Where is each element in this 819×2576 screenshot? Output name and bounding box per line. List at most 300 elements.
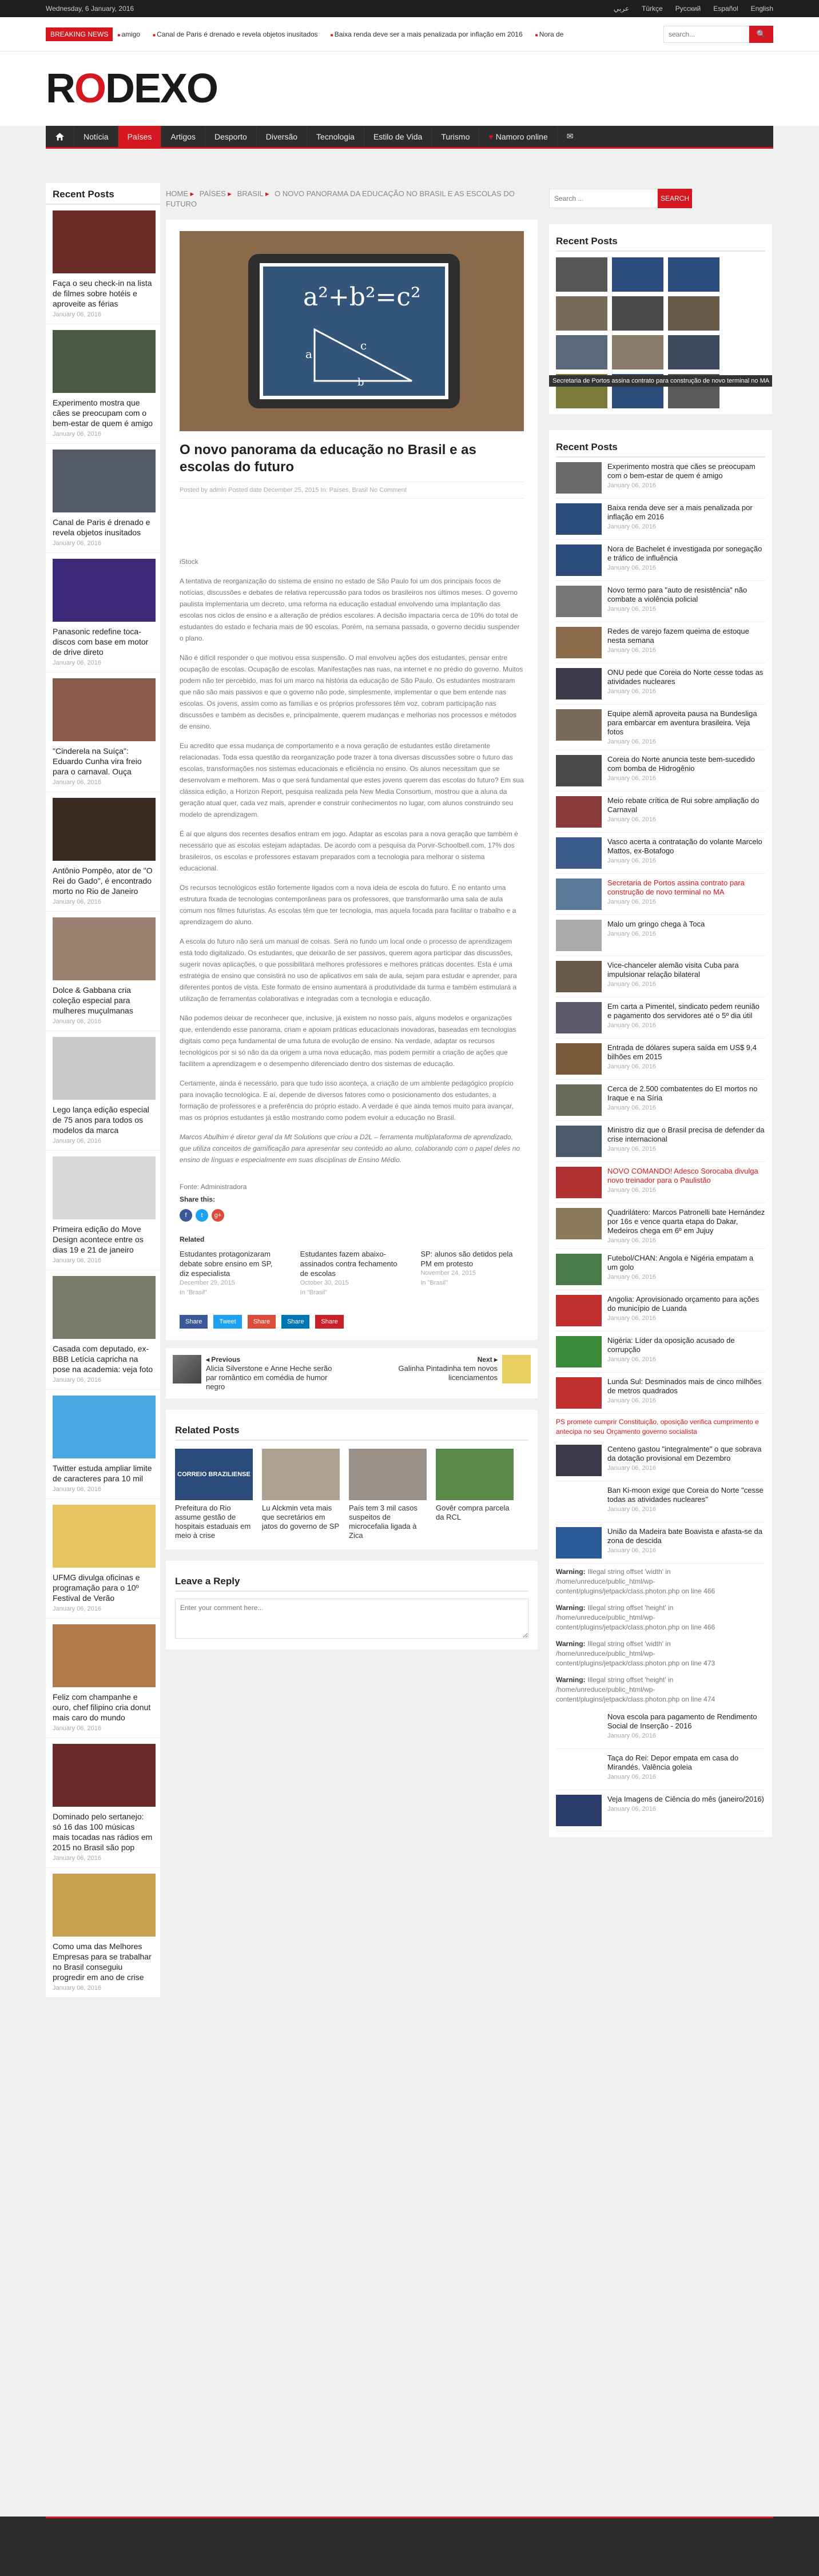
post-thumbnail <box>53 798 156 861</box>
recent-post[interactable] <box>556 540 765 581</box>
lang-tr[interactable]: Türkçe <box>642 5 663 13</box>
related-link-date: December 29, 2015 <box>180 1279 235 1286</box>
recent-thumbnail[interactable] <box>612 296 663 331</box>
recent-list-title: Recent Posts <box>556 436 765 458</box>
post-title: Vice-chanceler alemão visita Cuba para impulsionar relação bilateral <box>607 961 739 979</box>
post-date: January 06, 2016 <box>607 482 657 489</box>
left-recent-title: Recent Posts <box>46 183 160 205</box>
home-icon[interactable] <box>46 126 74 147</box>
recent-post[interactable] <box>556 581 765 622</box>
site-logo[interactable] <box>46 65 217 112</box>
post-date: January 06, 2016 <box>607 1063 657 1070</box>
share-count: Share <box>185 1318 202 1325</box>
share-google-button[interactable] <box>248 1315 276 1329</box>
nav-item-noticia[interactable]: Notícia <box>74 126 118 147</box>
warning-message: Illegal string offset 'height' in /home/unreduce/public_html/wp-content/plugins/jetpack/class.photon.php on line 466 <box>556 1604 715 1631</box>
recent-thumbnail[interactable] <box>668 257 719 292</box>
post-text <box>607 1295 765 1326</box>
recent-post[interactable] <box>556 499 765 540</box>
recent-post[interactable] <box>556 833 765 874</box>
google-plus-icon[interactable]: g+ <box>212 1209 224 1222</box>
post-date: January 06, 2016 <box>607 816 657 823</box>
nav-item-desporto[interactable]: Desporto <box>205 126 257 147</box>
post-title: Redes de varejo fazem queima de estoque nesta semana <box>607 627 749 645</box>
next-post-thumbnail <box>502 1355 531 1384</box>
recent-thumbnail[interactable] <box>612 335 663 369</box>
left-recent-list <box>46 205 160 1998</box>
post-text <box>607 1445 765 1476</box>
recent-post[interactable] <box>556 1080 765 1121</box>
share-bar <box>180 1315 524 1329</box>
post-date: January 06, 2016 <box>53 1138 102 1144</box>
share-twitter-button[interactable] <box>213 1315 241 1329</box>
nav-item-turismo[interactable]: Turismo <box>432 126 479 147</box>
post-date: January 06, 2016 <box>607 857 657 864</box>
post-text <box>607 1002 765 1033</box>
post-title: Entrada de dólares supera saída em US$ 9,4 bilhões em 2015 <box>607 1043 757 1061</box>
post-text <box>607 462 765 494</box>
ticker-items <box>113 30 652 38</box>
php-warning <box>556 1672 765 1708</box>
article-paragraph: É aí que alguns dos recentes desafios entram em jogo. Adaptar as escolas para a nova geração que também é necessário que as escolas estejam adaptadas. De acordo com a pesquisa da Porvir-Schoolbell.com, 17% dos brasileiros, os escolas e professores estavam preparados com a tecnologia para melhorar o sistema educacional. <box>180 830 518 872</box>
post-title: UFMG divulga oficinas e programação para o 10º Festival de Verão <box>53 1573 140 1603</box>
post-date: January 06, 2016 <box>53 1605 102 1612</box>
post-thumbnail <box>556 503 602 535</box>
post-thumbnail <box>53 1276 156 1339</box>
language-menu <box>614 5 773 13</box>
post-title: Cerca de 2.500 combatentes do EI mortos no Iraque e na Síria <box>607 1084 758 1102</box>
tablet-illustration <box>248 254 460 408</box>
left-recent-post[interactable] <box>46 1390 160 1499</box>
related-link-title: Estudantes protagonizaram debate sobre ensino em SP, diz especialista <box>180 1250 273 1278</box>
sidebar-search-button[interactable]: SEARCH <box>658 189 692 208</box>
post-title: Dolce & Gabbana cria coleção especial para mulheres muçulmanas <box>53 985 133 1015</box>
post-date: January 06, 2016 <box>607 1774 657 1780</box>
sidebar-search <box>549 189 772 208</box>
post-text <box>607 1486 765 1517</box>
recent-post[interactable] <box>556 1121 765 1162</box>
breadcrumb: HOME ▸ PAÍSES ▸ BRASIL ▸ O NOVO PANORAMA DA EDUCAÇÃO NO BRASIL E AS ESCOLAS DO FUTURO <box>166 189 515 208</box>
related-link-title: SP: alunos são detidos pela PM em protesto <box>420 1250 513 1268</box>
post-title: Faça o seu check-in na lista de filmes sobre hotéis e aproveite as férias <box>53 279 152 308</box>
recent-grid-box <box>549 224 772 414</box>
post-thumbnail <box>53 330 156 393</box>
previous-post-link[interactable] <box>173 1355 339 1392</box>
left-recent-post[interactable] <box>46 324 160 444</box>
post-title: Dominado pelo sertanejo: só 16 das 100 músicas mais tocadas nas rádios em 2015 no Brasil são pop <box>53 1812 153 1852</box>
warning-label: Warning: <box>556 1568 586 1576</box>
share-count: Share <box>321 1318 338 1325</box>
php-warnings <box>556 1564 765 1708</box>
post-title: Malo um gringo chega à Toca <box>607 920 705 928</box>
recent-thumbnail[interactable] <box>556 296 607 331</box>
heart-icon: ♥ <box>488 132 494 141</box>
left-recent-post[interactable] <box>46 1619 160 1738</box>
footer-inner <box>46 2517 773 2576</box>
related-link[interactable] <box>300 1249 404 1298</box>
recent-post[interactable] <box>556 1440 765 1481</box>
post-date: January 06, 2016 <box>53 311 102 318</box>
post-thumbnail <box>556 1167 602 1198</box>
post-text <box>607 1043 765 1075</box>
share-facebook-button[interactable] <box>180 1315 208 1329</box>
post-text <box>607 837 765 869</box>
post-title: Nigéria: Líder da oposição acusado de corrupção <box>607 1336 735 1354</box>
related-link-date: October 30, 2015 <box>300 1279 349 1286</box>
post-thumbnail <box>556 1126 602 1157</box>
comment-input[interactable] <box>175 1599 528 1639</box>
php-warning <box>556 1564 765 1600</box>
related-post-title: Lu Alckmin veta mais que secretários em jatos do governo de SP <box>262 1504 340 1531</box>
mail-icon[interactable]: ✉ <box>566 132 574 141</box>
previous-post-thumbnail <box>173 1355 201 1384</box>
post-date: January 06, 2016 <box>607 738 657 745</box>
twitter-icon[interactable]: t <box>196 1209 208 1222</box>
left-recent-post[interactable] <box>46 912 160 1031</box>
post-thumbnail <box>53 1505 156 1568</box>
post-thumbnail <box>556 1486 602 1517</box>
breadcrumb-brasil[interactable]: BRASIL <box>237 189 264 198</box>
post-text <box>607 920 705 951</box>
post-title: Ban Ki-moon exige que Coreia do Norte "cesse todas as atividades nucleares" <box>607 1486 764 1504</box>
lang-ar[interactable]: عربي <box>613 5 630 13</box>
next-label: Next ▸ <box>477 1355 498 1363</box>
related-post-thumbnail <box>349 1449 427 1500</box>
post-thumbnail <box>53 559 156 622</box>
recent-list <box>556 458 765 1414</box>
recent-thumbnail[interactable] <box>612 257 663 292</box>
nav-item-diversao[interactable]: Diversão <box>257 126 307 147</box>
left-recent-post[interactable] <box>46 1738 160 1868</box>
article-paragraph: Marcos Abulhim é diretor geral da Mt Solutions que criou a D2L – ferramenta multiplataforma de aprendizado, que utiliza conceitos de gamificação para apresentar seu conteúdo ao aluno, colaborando com o papel deles no ensino de línguas e especialmente em suas disciplinas de Ensino Médio. <box>180 1133 520 1164</box>
left-recent-post[interactable] <box>46 1270 160 1390</box>
lang-es[interactable]: Español <box>713 5 738 13</box>
left-recent-post[interactable] <box>46 792 160 912</box>
left-recent-post[interactable] <box>46 1031 160 1151</box>
related-link-date: November 24, 2015 <box>420 1270 476 1277</box>
post-date: January 06, 2016 <box>607 1022 657 1029</box>
left-recent-post[interactable] <box>46 444 160 553</box>
recent-post[interactable] <box>556 1249 765 1290</box>
post-title: Twitter estuda ampliar limite de caracteres para 10 mil <box>53 1464 152 1483</box>
post-title: ONU pede que Coreia do Norte cesse todas as atividades nucleares <box>607 668 764 686</box>
share-linkedin-button[interactable] <box>281 1315 309 1329</box>
post-thumbnail <box>556 462 602 494</box>
post-thumbnail <box>556 796 602 828</box>
related-link-category: In "Brasil" <box>180 1289 207 1296</box>
left-recent-post[interactable] <box>46 205 160 324</box>
article-paragraph: Os recursos tecnológicos estão fortemente ligados com a nova ideia de escola do futuro. É no entanto uma estrutura fixada de tecnologias contemporâneas para os professores, que transformarão uma sala de aula comum nos filmes futuristas. As escolas têm que ter tecnologia, mas aquela focada para facilitar o trabalho e a aprendizagem do aluno. <box>180 884 516 926</box>
nav-item-namoro[interactable] <box>479 126 557 147</box>
article-body <box>180 556 524 1166</box>
warning-label: Warning: <box>556 1640 586 1648</box>
recent-grid-title: Recent Posts <box>556 230 765 252</box>
recent-post[interactable] <box>556 956 765 997</box>
related-post[interactable] <box>262 1449 340 1540</box>
article-paragraph: Não podemos deixar de reconhecer que, inclusive, já existem no nosso país, alguns modelos e organizações que, entendendo esse panorama, criam e apoiam práticas educacionais inovadoras, baseadas em tecnologias digitais como peça fundamental de uma futura de evolução de ensino. Na verdade, adaptar os recursos tecnológicos por si só não da da origem a uma nova educação, mas podem permitir a criação de ações que facilitem a aprendizagem e o desempenho diferenciado dentro dos sistemas de educação. <box>180 1014 516 1068</box>
recent-list-3 <box>556 1708 765 1831</box>
comment-form <box>166 1561 538 1649</box>
post-title: Secretaria de Portos assina contrato para construção de novo terminal no MA <box>607 878 745 896</box>
header-search-input[interactable] <box>663 26 749 43</box>
next-post-link[interactable] <box>365 1355 531 1392</box>
recent-post[interactable] <box>556 1522 765 1564</box>
post-title: Experimento mostra que cães se preocupam com o bem-estar de quem é amigo <box>53 398 153 428</box>
header-search <box>663 26 773 43</box>
post-thumbnail <box>556 544 602 576</box>
lang-en[interactable]: English <box>750 5 773 13</box>
php-warning <box>556 1600 765 1636</box>
triangle-side-c: c <box>360 339 367 352</box>
post-date: January 06, 2016 <box>53 779 102 786</box>
post-date: January 06, 2016 <box>607 981 657 988</box>
post-text <box>607 1712 765 1744</box>
post-title: Veja Imagens de Ciência do mês (janeiro/2016) <box>607 1795 764 1803</box>
post-date: January 06, 2016 <box>607 1315 657 1322</box>
post-title: Angolia: Aprovisionado orçamento para ações do município de Luanda <box>607 1295 760 1313</box>
related-post[interactable] <box>175 1449 253 1540</box>
recent-post[interactable] <box>556 1039 765 1080</box>
triangle-side-b: b <box>357 376 364 387</box>
post-title: Experimento mostra que cães se preocupam com o bem-estar de quem é amigo <box>607 462 756 480</box>
post-thumbnail <box>53 917 156 980</box>
facebook-icon[interactable]: f <box>180 1209 192 1222</box>
nav-item-artigos[interactable]: Artigos <box>161 126 205 147</box>
post-thumbnail <box>556 1754 602 1785</box>
article-paragraph: Certamente, ainda é necessário, para que tudo isso aconteça, a criação de um ambiente pedagógico propício para inovação tecnológica. E aí, depende de diversos fatores como o posicionamento dos estudantes, a formação de professores e a preferência do próprio estado. A verdade é que ainda temos muito para avançar, mas os próprios estudantes já estão mostrando como podem evoluir a educação no Brasil. <box>180 1079 514 1122</box>
post-title: Ministro diz que o Brasil precisa de defender da crise internacional <box>607 1126 765 1143</box>
post-title: "Cinderela na Suíça": Eduardo Cunha vira freio para o carnaval. Ouça <box>53 746 142 776</box>
post-title: Nora de Bachelet é investigada por sonegação e tráfico de influência <box>607 544 762 562</box>
post-text <box>607 1254 765 1285</box>
nav-item-tecnologia[interactable]: Tecnologia <box>307 126 364 147</box>
recent-post[interactable] <box>556 458 765 499</box>
warning-label: Warning: <box>556 1676 586 1684</box>
related-link-category: In "Brasil" <box>300 1289 328 1296</box>
post-title: Antônio Pompêo, ator de "O Rei do Gado", é encontrado morto no Rio de Janeiro <box>53 866 153 896</box>
post-thumbnail <box>53 210 156 273</box>
post-date: January 06, 2016 <box>53 1377 102 1384</box>
related-post-thumbnail <box>262 1449 340 1500</box>
warning-message: Illegal string offset 'width' in /home/unreduce/public_html/wp-content/plugins/jetpack/class.photon.php on line 466 <box>556 1568 715 1595</box>
red-news-text[interactable]: PS promete cumprir Constituição, oposição verifica cumprimento e antecipa no seu Orçamento governo socialista <box>556 1418 759 1436</box>
share-pinterest-button[interactable] <box>315 1315 343 1329</box>
recent-post[interactable] <box>556 1203 765 1249</box>
post-thumbnail <box>556 961 602 992</box>
article-paragraph: Não é difícil responder o que motivou essa suspensão. O mal envolveu ações dos estudantes, pensar entre ocupação de escolas. Ocupação de escolas. Manifestações nas ruas, na internet e no prédio do governo. Muitos podem não ter percebido, mas foi um marco na história da educação de São Paulo. Os estudantes mostraram que não são mais passivos e que o governo não pode, simplesmente, implementar o que bem entende nas escolas. Os jovens, assim como as famílias e os próprios professores têm voz, cobram participação nas discussões e também as decisões e, principalmente, querem mudanças e melhorias nos processos e métodos de ensino. <box>180 654 523 730</box>
post-date: January 06, 2016 <box>607 775 657 782</box>
recent-post[interactable] <box>556 622 765 663</box>
post-title: Em carta a Pimentel, sindicato pedem reunião e pagamento dos servidores até o 5º dia útil <box>607 1002 760 1020</box>
related-post-thumbnail: CORREIO BRAZILIENSE <box>175 1449 253 1500</box>
post-text <box>607 1084 765 1116</box>
post-date: January 06, 2016 <box>607 1732 657 1739</box>
previous-label: ◂ Previous <box>206 1355 241 1363</box>
post-thumbnail <box>556 1043 602 1075</box>
recent-post[interactable] <box>556 1790 765 1831</box>
triangle-illustration <box>303 324 418 387</box>
article-title: O novo panorama da educação no Brasil e as escolas do futuro <box>180 442 476 475</box>
post-date: January 06, 2016 <box>607 565 657 571</box>
recent-post[interactable] <box>556 705 765 750</box>
post-title: Futebol/CHAN: Angola e Nigéria empatam a um golo <box>607 1254 754 1271</box>
recent-post[interactable] <box>556 1373 765 1414</box>
sidebar-search-input[interactable] <box>549 189 658 208</box>
left-recent-post[interactable] <box>46 673 160 792</box>
warning-message: Illegal string offset 'height' in /home/unreduce/public_html/wp-content/plugins/jetpack/class.photon.php on line 474 <box>556 1676 715 1703</box>
left-recent-post[interactable] <box>46 553 160 673</box>
post-thumbnail <box>53 1037 156 1100</box>
right-sidebar <box>549 183 772 1837</box>
post-date: January 06, 2016 <box>607 647 657 654</box>
share-label: Share this: <box>180 1195 216 1203</box>
share-count: Tweet <box>219 1318 236 1325</box>
post-thumbnail <box>556 1336 602 1367</box>
php-warning <box>556 1636 765 1672</box>
ticker-item[interactable]: ■ Canal de Paris é drenado e revela objetos inusitados <box>153 30 318 38</box>
related-links <box>180 1249 524 1298</box>
post-text <box>607 668 765 699</box>
post-thumbnail <box>556 586 602 617</box>
breadcrumb-paises[interactable]: PAÍSES <box>199 189 226 198</box>
recent-thumbnail[interactable] <box>556 335 607 369</box>
breaking-news-bar <box>0 17 819 51</box>
post-thumbnail <box>556 1254 602 1285</box>
post-text <box>607 503 765 535</box>
recent-post[interactable] <box>556 750 765 792</box>
post-date: January 06, 2016 <box>607 1237 657 1244</box>
recent-post[interactable] <box>556 997 765 1039</box>
breaking-news-label: BREAKING NEWS <box>46 27 113 41</box>
ticker-item[interactable]: ■ Nora de <box>535 30 564 38</box>
related-post[interactable] <box>436 1449 514 1540</box>
post-title: Como uma das Melhores Empresas para se trabalhar no Brasil conseguiu progredir em ano de crise <box>53 1942 152 1982</box>
thumbnail-tooltip: Secretaria de Portos assina contrato para construção de novo terminal no MA <box>549 375 772 387</box>
post-date: January 06, 2016 <box>607 1274 657 1281</box>
post-thumbnail <box>556 1527 602 1559</box>
post-title: Coreia do Norte anuncia teste bem-sucedido com bomba de Hidrogênio <box>607 755 755 773</box>
share-count: Share <box>287 1318 304 1325</box>
recent-post[interactable] <box>556 874 765 915</box>
post-title: Vasco acerta a contratação do volante Marcelo Mattos, ex-Botafogo <box>607 837 762 855</box>
recent-post[interactable] <box>556 1749 765 1790</box>
post-thumbnail <box>556 627 602 658</box>
post-date: January 06, 2016 <box>53 1855 102 1862</box>
related-link[interactable] <box>180 1249 283 1298</box>
post-text <box>607 544 765 576</box>
ticker-item[interactable]: ■ Baixa renda deve ser a mais penalizada por inflação em 2016 <box>331 30 523 38</box>
recent-post[interactable] <box>556 1481 765 1522</box>
nav-item-paises[interactable]: Países <box>118 126 162 147</box>
article-paragraph: A escola do futuro não será um manual de coisas. Será no fundo um local onde o processo de aprendizagem está todo digitalizado. Os estudantes, que deixarão de ser passivos, querem agora participar das discussões, sugerir novas aplicações, o que possibilitará melhores professores e melhores práticas docentes. Esta é uma estratégia de ensino que consistirá no uso de aplicativos em sala de aula, sejam para estudar e aprender, para diferentes pontos de vista. Este formato de ensino aumentará a produtividade da turma e também estimulará a utilização de ferramentas colaborativas e integradas com a tecnologia e educação. <box>180 937 517 1003</box>
share-icons <box>180 1209 524 1222</box>
post-title: Centeno gastou "integralmente" o que sobrava da dotação provisional em Dezembro <box>607 1445 762 1462</box>
main-content <box>166 183 538 1649</box>
related-post-thumbnail <box>436 1449 514 1500</box>
post-title: Primeira edição do Move Design acontece entre os dias 19 e 21 de janeiro <box>53 1225 144 1254</box>
header-search-button[interactable]: 🔍 <box>749 26 773 43</box>
logo-text: DEXO <box>105 66 218 112</box>
post-date: January 06, 2016 <box>607 688 657 695</box>
post-thumbnail <box>556 1712 602 1744</box>
post-title: União da Madeira bate Boavista e afasta-se da zona de descida <box>607 1527 763 1545</box>
post-thumbnail <box>53 1744 156 1807</box>
share-count: Share <box>253 1318 271 1325</box>
lang-ru[interactable]: Русский <box>675 5 701 13</box>
recent-thumbnail[interactable] <box>668 296 719 331</box>
post-date: January 06, 2016 <box>607 1806 657 1812</box>
post-text <box>607 1527 765 1559</box>
current-date: Wednesday, 6 January, 2016 <box>46 5 134 13</box>
post-navigation <box>166 1348 538 1398</box>
recent-post[interactable] <box>556 1708 765 1749</box>
post-date: January 06, 2016 <box>53 1486 102 1493</box>
related-post-title: País tem 3 mil casos suspeitos de microcefalia ligada à Zica <box>349 1504 418 1540</box>
post-thumbnail <box>556 755 602 786</box>
post-thumbnail <box>556 1084 602 1116</box>
related-link[interactable] <box>420 1249 524 1298</box>
post-text <box>607 1795 764 1826</box>
left-recent-post[interactable] <box>46 1151 160 1270</box>
article-paragraph: Eu acredito que essa mudança de comportamento e a nova geração de estudantes estão diretamente relacionadas. Toda essa questão da reorganização pode trazer à tona diversas discussões sobre o futuro das escolas, transformações nos sistemas educacionais e eficiência no ensino. Os alunos necessitam que se desenvolvam e melhorem. Mas o que será fundamental que estes jovens querem das escolas do futuro? Em sua clássica edição, a Horizon Report, pesquisa realizada pela New Media Consortium, mostrou que a aluna da geração atual quer, cada vez mais, aprender e construir conhecimentos no lugar, com alunos construindo seu modelo de aprendizagem. <box>180 742 524 818</box>
post-text <box>607 586 765 617</box>
post-title: Meio rebate crítica de Rui sobre ampliação do Carnaval <box>607 796 760 814</box>
left-recent-post[interactable] <box>46 1868 160 1998</box>
recent-thumbnail[interactable] <box>668 335 719 369</box>
post-date: January 06, 2016 <box>607 899 657 905</box>
post-thumbnail <box>556 668 602 699</box>
post-thumbnail <box>556 920 602 951</box>
footer <box>0 2517 819 2576</box>
breadcrumb-current: O NOVO PANORAMA DA EDUCAÇÃO NO BRASIL E AS ESCOLAS DO FUTURO <box>166 189 515 208</box>
related-post-title: Govêr compra parcela da RCL <box>436 1504 510 1521</box>
post-date: January 06, 2016 <box>607 606 657 613</box>
post-title: Quadrilátero: Marcos Patronelli bate Hernández por 16s e vence quarta etapa do Dakar, Medeiros chega em 6º em Jujuy <box>607 1208 765 1235</box>
post-text <box>607 1754 765 1785</box>
recent-post[interactable] <box>556 915 765 956</box>
tablet-screen <box>260 263 448 399</box>
post-date: January 06, 2016 <box>53 540 102 547</box>
logo-text: R <box>46 66 74 112</box>
reply-title: Leave a Reply <box>175 1570 528 1592</box>
left-sidebar <box>46 183 160 1998</box>
post-title: Lunda Sul: Desminados mais de cinco milhões de metros quadrados <box>607 1377 762 1395</box>
post-text <box>607 1377 765 1409</box>
post-thumbnail <box>556 1002 602 1033</box>
featured-image <box>180 231 524 431</box>
post-date: January 06, 2016 <box>607 1104 657 1111</box>
post-thumbnail <box>53 1624 156 1687</box>
nav-item-estilo[interactable]: Estilo de Vida <box>364 126 432 147</box>
left-recent-post[interactable] <box>46 1499 160 1619</box>
recent-post[interactable] <box>556 1162 765 1203</box>
related-post[interactable] <box>349 1449 427 1540</box>
breadcrumb-home[interactable]: HOME <box>166 189 188 198</box>
post-thumbnail <box>53 1874 156 1937</box>
recent-post[interactable] <box>556 663 765 705</box>
post-thumbnail <box>53 450 156 512</box>
post-date: January 06, 2016 <box>53 1725 102 1732</box>
ticker-item[interactable]: ■ amigo <box>117 30 140 38</box>
recent-post[interactable] <box>556 1331 765 1373</box>
post-date: January 06, 2016 <box>53 1985 102 1991</box>
recent-post[interactable] <box>556 1290 765 1331</box>
recent-thumbnail[interactable] <box>556 257 607 292</box>
post-date: January 06, 2016 <box>607 1465 657 1472</box>
post-date: January 06, 2016 <box>53 899 102 905</box>
recent-post[interactable] <box>556 792 765 833</box>
warning-message: Illegal string offset 'width' in /home/unreduce/public_html/wp-content/plugins/jetpack/class.photon.php on line 473 <box>556 1640 715 1667</box>
